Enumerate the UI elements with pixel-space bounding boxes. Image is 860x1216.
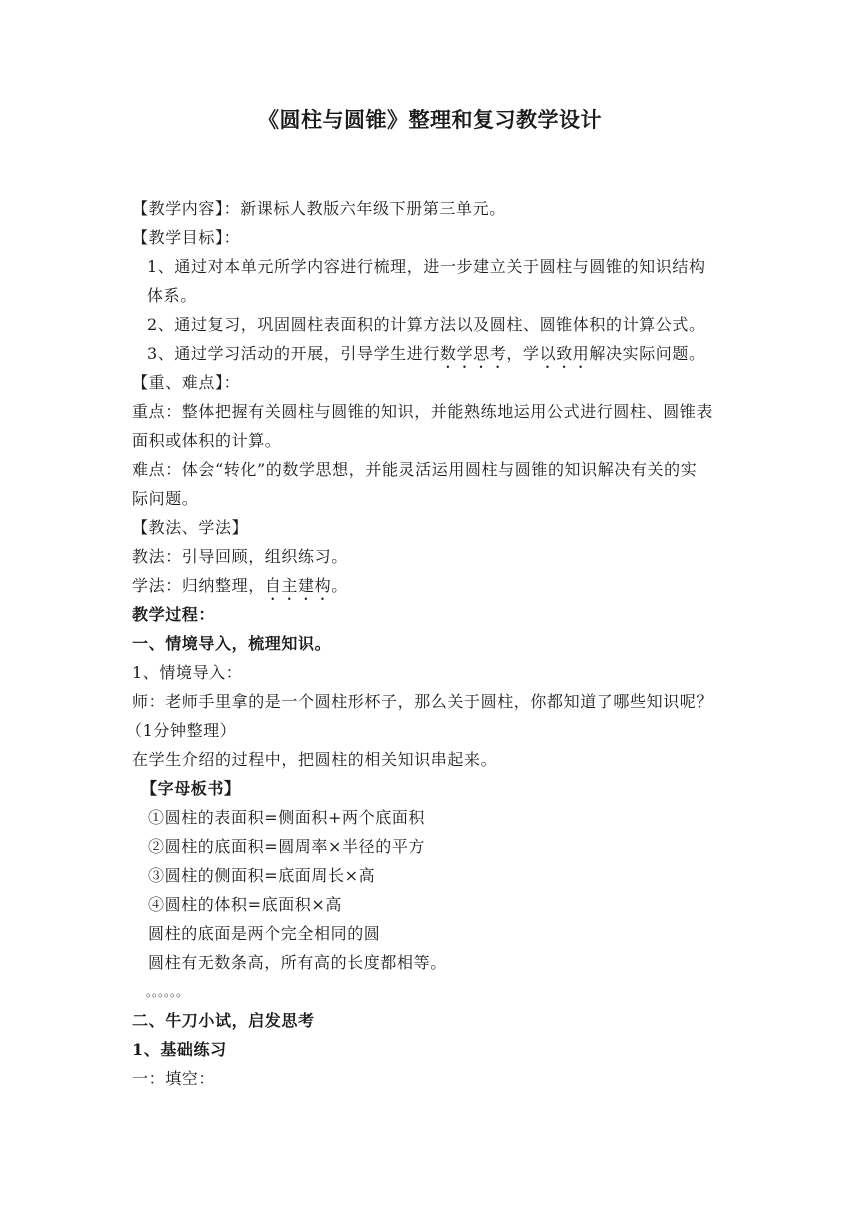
formula-3: ③圆柱的侧面积=底面周长×高 xyxy=(148,866,376,885)
fact-2: 圆柱有无数条高，所有高的长度都相等。 xyxy=(148,953,447,972)
goal-3-text-c: 解决实际问题。 xyxy=(589,344,706,363)
fact-1: 圆柱的底面是两个完全相同的圆 xyxy=(148,924,381,943)
goal-3-text-b: ，学 xyxy=(506,344,540,363)
teaching-content-line: 【教学内容】：新课标人教版六年级下册第三单元。 xyxy=(132,199,506,218)
part-2-heading: 二、牛刀小试，启发思考 xyxy=(132,1011,315,1030)
learning-method-text-a: 学法：归纳整理， xyxy=(132,576,265,595)
formula-1: ①圆柱的表面积=侧面积+两个底面积 xyxy=(148,808,426,827)
fill-blank-line: 一：填空： xyxy=(132,1069,216,1088)
board-heading: 【字母板书】 xyxy=(141,779,241,798)
emphasis-self-construct: 自主建构 xyxy=(264,576,332,595)
part-1-subheading: 1、情境导入： xyxy=(132,663,243,682)
teaching-goals-heading: 【教学目标】： xyxy=(132,228,241,247)
process-heading: 教学过程： xyxy=(132,605,216,624)
goal-3-line xyxy=(147,342,706,372)
document-title: 《圆柱与圆锥》整理和复习教学设计 xyxy=(258,107,602,132)
formula-2: ②圆柱的底面积=圆周率×半径的平方 xyxy=(148,837,426,856)
part-2-subheading: 1、基础练习 xyxy=(132,1040,227,1059)
emphasis-math-thinking: 数学思考 xyxy=(439,344,507,363)
goal-2-line: 2、通过复习，巩固圆柱表面积的计算方法以及圆柱、圆锥体积的计算公式。 xyxy=(147,315,706,334)
difficult-point-line-b: 际问题。 xyxy=(132,489,199,508)
teacher-line-b: （1分钟整理） xyxy=(126,721,237,740)
goal-1-line-a: 1、通过对本单元所学内容进行梳理，进一步建立关于圆柱与圆锥的知识结构 xyxy=(147,257,706,276)
learning-method-line xyxy=(132,574,348,604)
learning-method-text-b: 。 xyxy=(331,576,348,595)
emphasis-apply-learning: 以致用 xyxy=(539,344,590,363)
formula-4: ④圆柱的体积=底面积×高 xyxy=(148,895,343,914)
difficult-point-line-a: 难点：体会“转化”的数学思想，并能灵活运用圆柱与圆锥的知识解决有关的实 xyxy=(132,460,698,479)
goal-1-line-b: 体系。 xyxy=(147,286,197,305)
methods-heading: 【教法、学法】 xyxy=(132,518,249,537)
goal-3-text-a: 3、通过学习活动的开展，引导学生进行 xyxy=(147,344,440,363)
teacher-line-a: 师：老师手里拿的是一个圆柱形杯子，那么关于圆柱，你都知道了哪些知识呢？ xyxy=(132,692,714,711)
ellipsis-line: 。。。。。。 xyxy=(146,985,189,999)
intro-line: 在学生介绍的过程中，把圆柱的相关知识串起来。 xyxy=(132,750,498,769)
teaching-method-line: 教法：引导回顾，组织练习。 xyxy=(132,547,348,566)
part-1-heading: 一、情境导入，梳理知识。 xyxy=(132,634,332,653)
key-point-line-a: 重点：整体把握有关圆柱与圆锥的知识，并能熟练地运用公式进行圆柱、圆锥表 xyxy=(132,402,714,421)
key-point-line-b: 面积或体积的计算。 xyxy=(132,431,282,450)
key-difficult-heading: 【重、难点】： xyxy=(132,373,241,392)
